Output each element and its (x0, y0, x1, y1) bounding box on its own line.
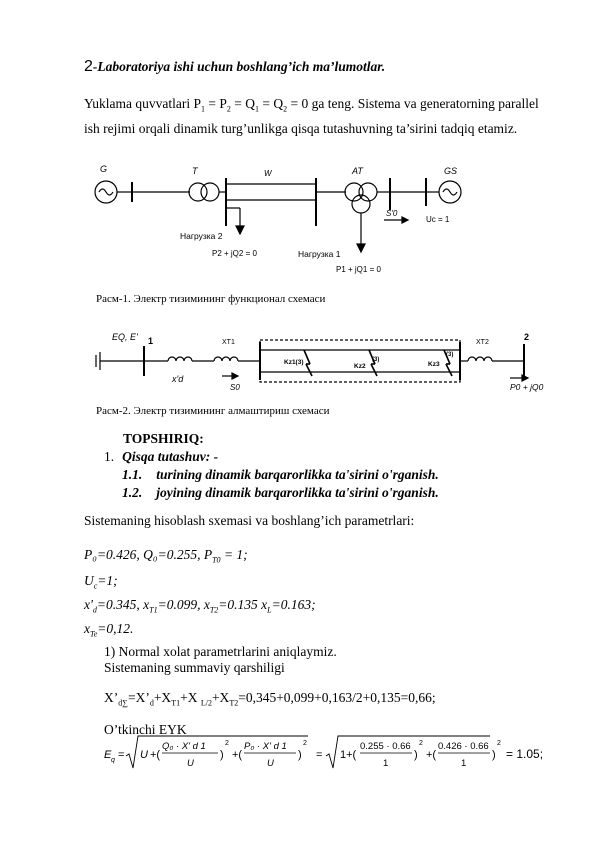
svg-text:2: 2 (497, 740, 501, 747)
task-title: TOPSHIRIQ: (123, 431, 204, 446)
task-item-1-1: 1.1. turining dinamik barqarorlikka ta'sirini o'rganish. (122, 467, 439, 482)
svg-text:): ) (298, 749, 302, 761)
section-title: -Laboratoriya ishi uchun boshlang’ich ma’lumotlar. (92, 59, 386, 74)
emf-title: O’tkinchi EYK (104, 722, 187, 737)
f1-num: Q₀ · X' d 1 (162, 741, 206, 752)
params-line-2: $U_c=1$; (84, 573, 118, 591)
figure2-caption: Расм-2. Электр тизимининг алмаштириш схемаси (96, 405, 330, 417)
label-kz2: Kz2 (354, 363, 366, 370)
f4-num: 0.426 · 0.66 (438, 741, 489, 752)
f3-num: 0.255 · 0.66 (360, 741, 411, 752)
label-load2-eq: P2 + jQ2 = 0 (212, 249, 257, 258)
intro-line-1: Yuklama quvvatlari $P_1 = P_2 = Q_1 = Q_2 = 0$ ga teng. Sistema va generatorning parallel (84, 96, 539, 114)
f1-den: U (187, 758, 194, 769)
label-xt1: XT1 (222, 339, 235, 346)
label-xd: x'd (172, 374, 184, 384)
svg-text:+(: +( (232, 749, 243, 761)
equivalent-scheme-figure (84, 324, 554, 396)
label-kz3: Kz3 (428, 361, 440, 368)
label-load1-eq: P1 + jQ1 = 0 (336, 265, 381, 274)
xt2-coil (468, 357, 492, 361)
label-uc: Uc = 1 (426, 215, 450, 224)
svg-text:1+(: 1+( (340, 749, 357, 761)
eq-lhs-sub: q (111, 757, 115, 764)
task-item-1: 1. Qisqa tutashuv: - (104, 449, 219, 464)
functional-scheme-figure (84, 160, 534, 282)
params-line-3: $x'_d=0.345$, $x_{T1}=0.099$, $x_{T2}=0.135$ $x_L=0.163$; (84, 597, 316, 615)
label-node1: 1 (148, 336, 154, 346)
calc-step-1-sub: Sistemaning summaviy qarshiligi (104, 660, 285, 675)
label-eq: EQ, E' (112, 332, 138, 342)
label-xt2: XT2 (476, 339, 489, 346)
f2-den: U (267, 758, 274, 769)
svg-text:): ) (492, 749, 496, 761)
calc-step-1: 1) Normal xolat parametrlarini aniqlaymiz. (104, 644, 337, 659)
label-node2: 2 (524, 332, 530, 342)
params-line-4: $x_{Te}=0,12$. (84, 621, 134, 639)
svg-text:+(: +( (150, 749, 161, 761)
label-at: AT (352, 166, 363, 176)
label-s0-2: S0 (230, 383, 240, 392)
label-g: G (100, 164, 108, 174)
f3-den: 1 (383, 758, 389, 769)
params-line-1: P₀=0.426, Q₀=0.255, $P_{T0} = 1$; (84, 547, 248, 565)
label-gs: GS (444, 166, 458, 176)
figure1-caption: Расм-1. Электр тизимининг функционал схемаси (96, 293, 326, 305)
section-heading (84, 58, 385, 76)
params-title: Sistemaning hisoblash sxemasi va boshlang’ich parametrlari: (84, 513, 415, 528)
svg-text:): ) (220, 749, 224, 761)
label-kz1: Kz1(3) (284, 359, 304, 366)
svg-text:+(: +( (426, 749, 437, 761)
label-load2: Нагрузка 2 (180, 231, 223, 241)
label-p0: P0 + jQ0 (510, 382, 544, 392)
label-load1: Нагрузка 1 (298, 249, 341, 259)
eq-lhs: E (104, 749, 112, 761)
svg-text:=: = (316, 749, 323, 761)
task-item-1-2: 1.2. joyining dinamik barqarorlikka ta'sirini o'rganish. (122, 485, 439, 500)
intro-line-2: ish rejimi orqali dinamik turg’unlikga qisqa tutashuvning ta’sirini tadqiq etamiz. (84, 121, 518, 136)
svg-text:=: = (118, 749, 125, 761)
emf-formula (104, 734, 544, 776)
f4-den: 1 (461, 758, 467, 769)
svg-text:U: U (140, 749, 148, 761)
f2-num: P₀ · X' d 1 (244, 741, 287, 752)
svg-text:2: 2 (225, 740, 229, 747)
emf-result: = 1.05; (506, 747, 544, 761)
svg-text:): ) (414, 749, 418, 761)
label-s0: S'0 (386, 209, 398, 218)
label-kz3-sup: (3) (446, 352, 454, 358)
xd-coil (168, 357, 192, 361)
svg-text:2: 2 (419, 740, 423, 747)
section-number: 2 (84, 58, 93, 75)
label-t: T (192, 166, 198, 176)
sum-reactance-equation: $X’_{d\sum}=X’_d+X_{T1}+X$ $_{L/2}+X_{T2}=0,345+0,099+0,163/2+0,135=0,66$; (104, 690, 436, 708)
xt1-coil (214, 357, 238, 361)
label-w: W (264, 169, 272, 178)
label-kz2-sup: (3) (372, 357, 380, 363)
svg-text:2: 2 (303, 740, 307, 747)
